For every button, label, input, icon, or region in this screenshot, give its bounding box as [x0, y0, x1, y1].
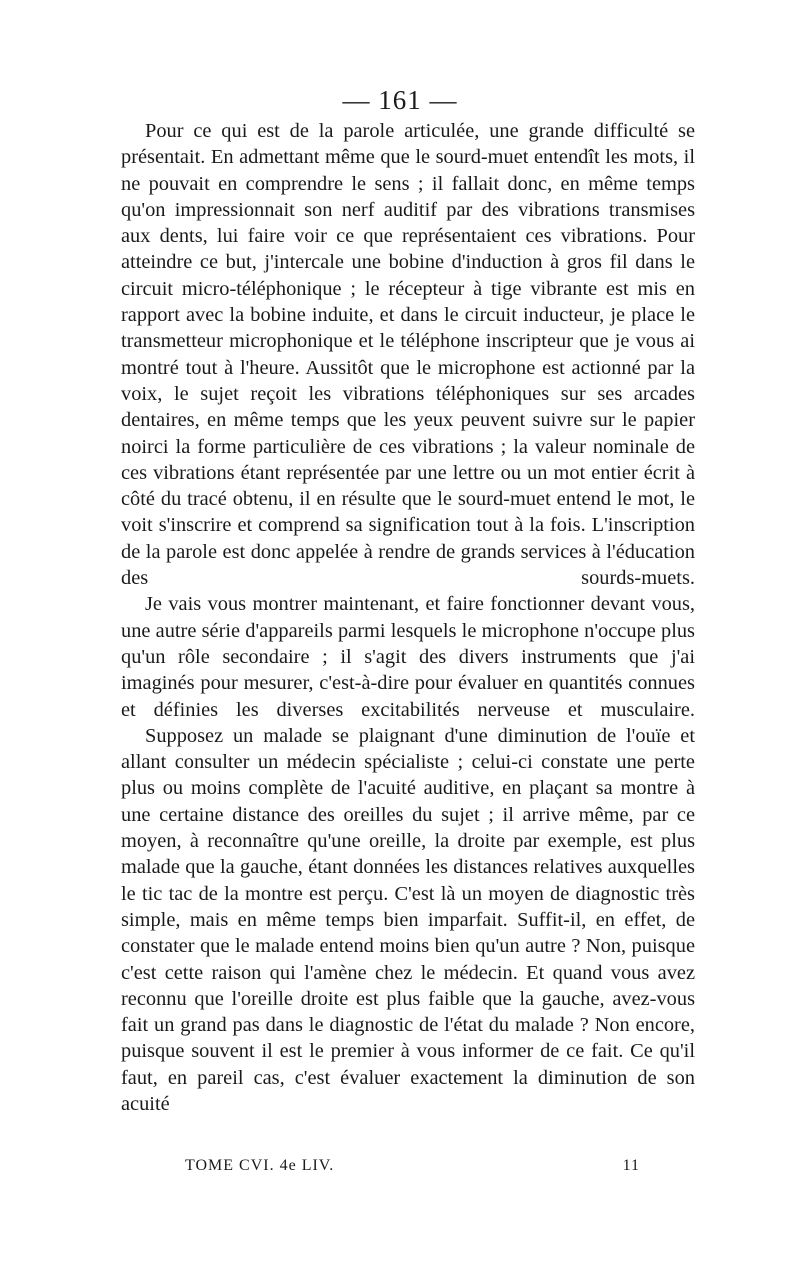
sheet-number: 11 [622, 1157, 640, 1174]
paragraph-3: Supposez un malade se plaignant d'une diminution de l'ouïe et allant consulter un médecin spécialiste ; celui-ci constate une perte plus ou moins complète de l'acuité auditive, en plaçant sa montre à une certaine distance des oreilles du sujet ; il arrive même, par ce moyen, à reconnaître qu'une oreille, la droite par exemple, est plus malade que la gauche, étant données les distances relatives auxquelles le tic tac de la montre est perçu. C'est là un moyen de diagnostic très simple, mais en même temps bien imparfait. Suffit-il, en effet, de constater que le malade entend moins bien qu'un autre ? Non, puisque c'est cette raison qui l'amène chez le médecin. Et quand vous avez reconnu que l'oreille droite est plus faible que la gauche, avez-vous fait un grand pas dans le diagnostic de l'état du malade ? Non encore, puisque souvent il est le premier à vous informer de ce fait. Ce qu'il faut, en pareil cas, c'est évaluer exactement la diminution de son acuité [121, 724, 695, 1115]
paragraph-1: Pour ce qui est de la parole articulée, une grande difficulté se présentait. En admettant même que le sourd-muet entendît les mots, il ne pouvait en comprendre le sens ; il fallait donc, en même temps qu'on impressionnait son nerf auditif par des vibrations transmises aux dents, lui faire voir ce que représentaient ces vibrations. Pour atteindre ce but, j'intercale une bobine d'induction à gros fil dans le circuit micro-téléphonique ; le récepteur à tige vibrante est mis en rapport avec la bobine induite, et dans le circuit inducteur, je place le transmetteur microphonique et le téléphone inscripteur que je vous ai montré tout à l'heure. Aussitôt que le microphone est actionné par la voix, le sujet reçoit les vibrations téléphoniques sur ses arcades dentaires, en même temps que les yeux peuvent suivre sur le papier noirci la forme particulière de ces vibrations ; la valeur nominale de ces vibrations étant représentée par une lettre ou un mot entier écrit à côté du tracé obtenu, il en résulte que le sourd-muet entend le mot, le voit s'inscrire et comprend sa signification tout à la fois. L'inscription de la parole est donc appelée à rendre de grands services à l'éducation des sourds-muets. [121, 120, 695, 590]
volume-signature: TOME CVI. 4e LIV. [185, 1157, 335, 1174]
paragraph-2: Je vais vous montrer maintenant, et faire fonctionner devant vous, une autre série d'appareils parmi lesquels le microphone n'occupe plus qu'un rôle secondaire ; il s'agit des divers instruments que j'ai imaginés pour mesurer, c'est-à-dire pour évaluer en quantités connues et définies les diverses excitabilités nerveuse et musculaire. [121, 593, 695, 721]
page-number: — 161 — [342, 85, 458, 115]
page-footer [185, 1156, 640, 1176]
body-text [121, 118, 695, 1117]
